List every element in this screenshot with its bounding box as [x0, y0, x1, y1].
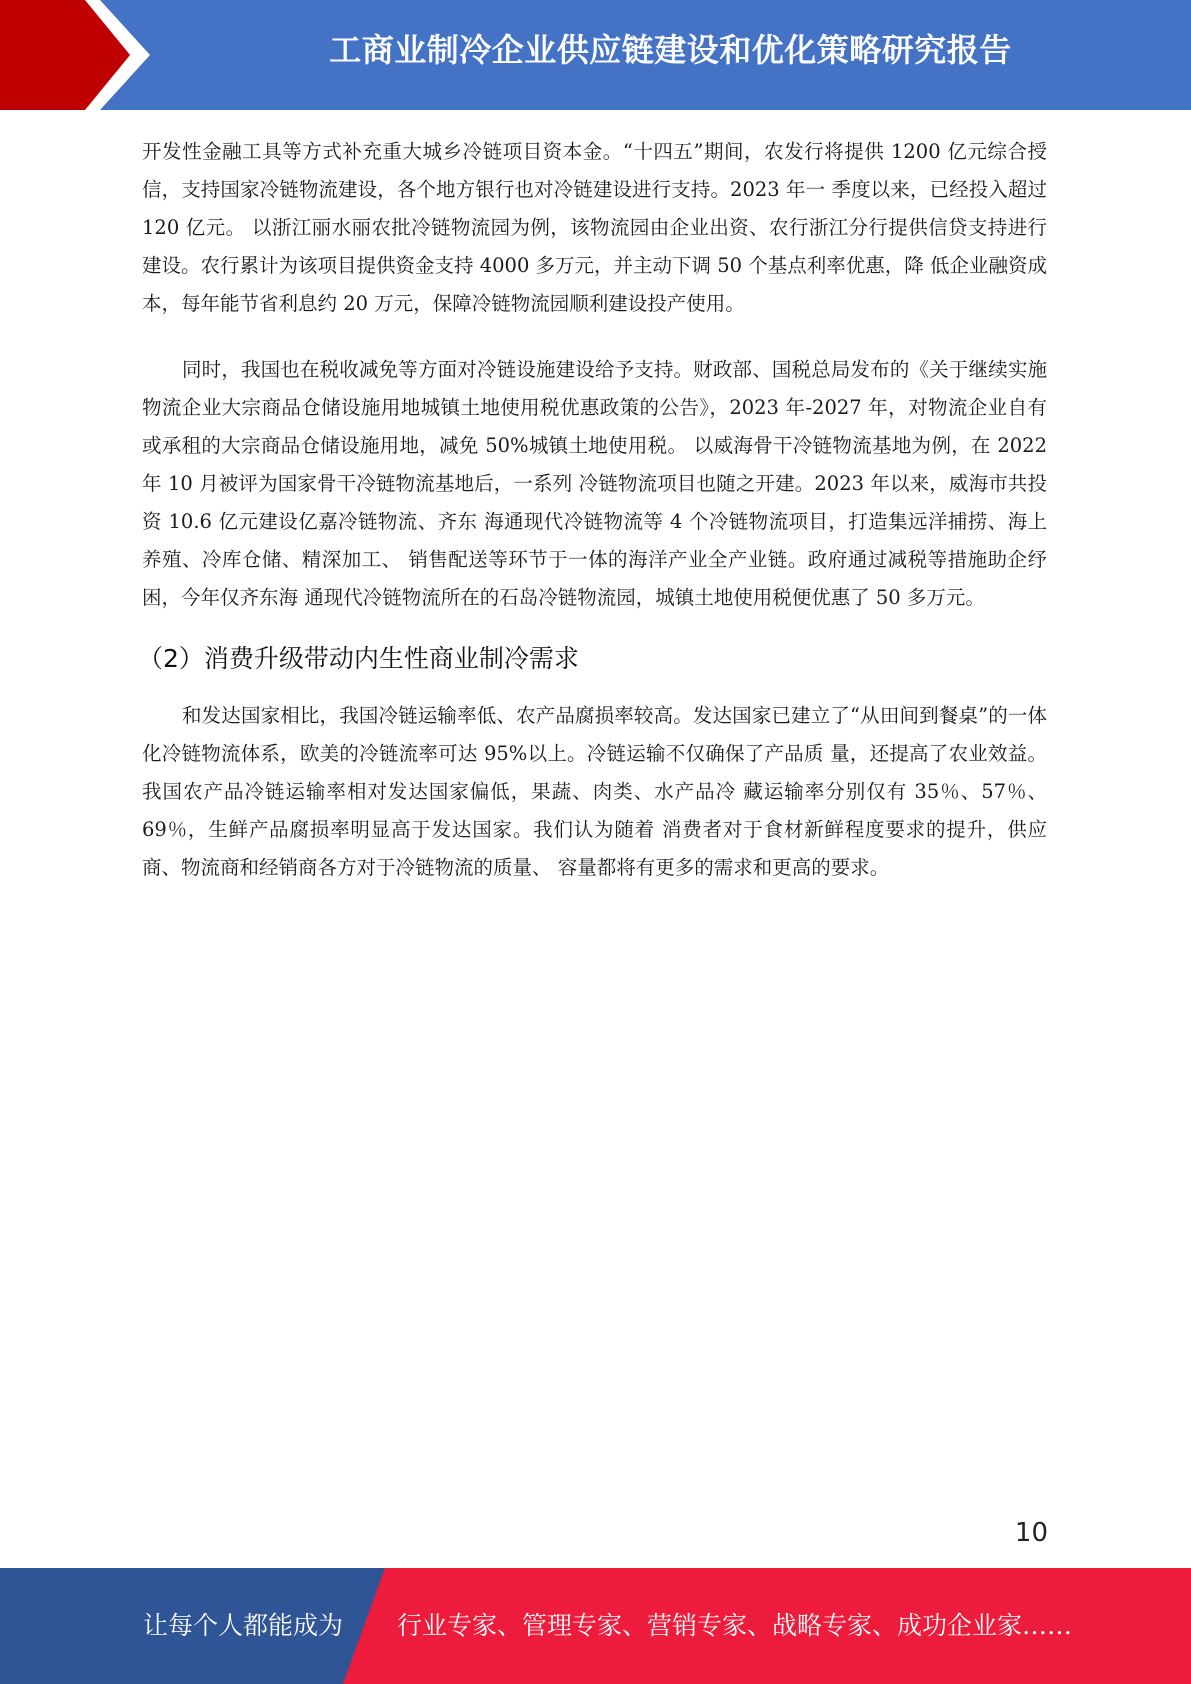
body-paragraph-3: 和发达国家相比，我国冷链运输率低、农产品腐损率较高。发达国家已建立了“从田间到餐桌”的一体化冷链物流体系，欧美的冷链流率可达 95%以上。冷链运输不仅确保了产品质 量，还提高了农业效益。我国农产品冷链运输率相对发达国家偏低，果蔬、肉类、水产品冷 藏运输率分别仅有 35％、57％、69％，生鲜产品腐损率明显高于发达国家。我们认为随着 消费者对于食材新鲜程度要求的提升，供应商、物流商和经销商各方对于冷链物流的质量、 容量都将有更多的需求和更高的要求。: [142, 704, 1047, 879]
page-body: [138, 133, 1047, 887]
report-title: 工商业制冷企业供应链建设和优化策略研究报告: [329, 31, 1012, 69]
body-paragraph-1: 开发性金融工具等方式补充重大城乡冷链项目资本金。“十四五”期间，农发行将提供 1200 亿元综合授信，支持国家冷链物流建设，各个地方银行也对冷链建设进行支持。2023 年一 季度以来，已经投入超过 120 亿元。 以浙江丽水丽农批冷链物流园为例，该物流园由企业出资、农行浙江分行提供信贷支持进行 建设。农行累计为该项目提供资金支持 4000 多万元，并主动下调 50 个基点利率优惠，降 低企业融资成本，每年能节省利息约 20 万元，保障冷链物流园顺利建设投产使用。: [142, 140, 1047, 315]
page-footer: [0, 1568, 1191, 1684]
footer-slogan-left: 让每个人都能成为: [143, 1611, 344, 1640]
body-paragraph-2: 同时，我国也在税收减免等方面对冷链设施建设给予支持。财政部、国税总局发布的《关于继续实施物流企业大宗商品仓储设施用地城镇土地使用税优惠政策的公告》，2023 年-2027 年，对物流企业自有或承租的大宗商品仓储设施用地，减免 50%城镇土地使用税。 以威海骨干冷链物流基地为例，在 2022 年 10 月被评为国家骨干冷链物流基地后，一系列 冷链物流项目也随之开建。2023 年以来，威海市共投资 10.6 亿元建设亿嘉冷链物流、齐东 海通现代冷链物流等 4 个冷链物流项目，打造集远洋捕捞、海上养殖、冷库仓储、精深加工、 销售配送等环节于一体的海洋产业全产业链。政府通过减税等措施助企纾困，今年仅齐东海 通现代冷链物流所在的石岛冷链物流园，城镇土地使用税便优惠了 50 多万元。: [142, 358, 1047, 609]
page-header: [0, 0, 1191, 110]
section-heading: （2）消费升级带动内生性商业制冷需求: [138, 644, 579, 673]
page-number: 10: [1014, 1518, 1048, 1548]
footer-slogan-right: 行业专家、管理专家、营销专家、战略专家、成功企业家……: [397, 1611, 1073, 1640]
